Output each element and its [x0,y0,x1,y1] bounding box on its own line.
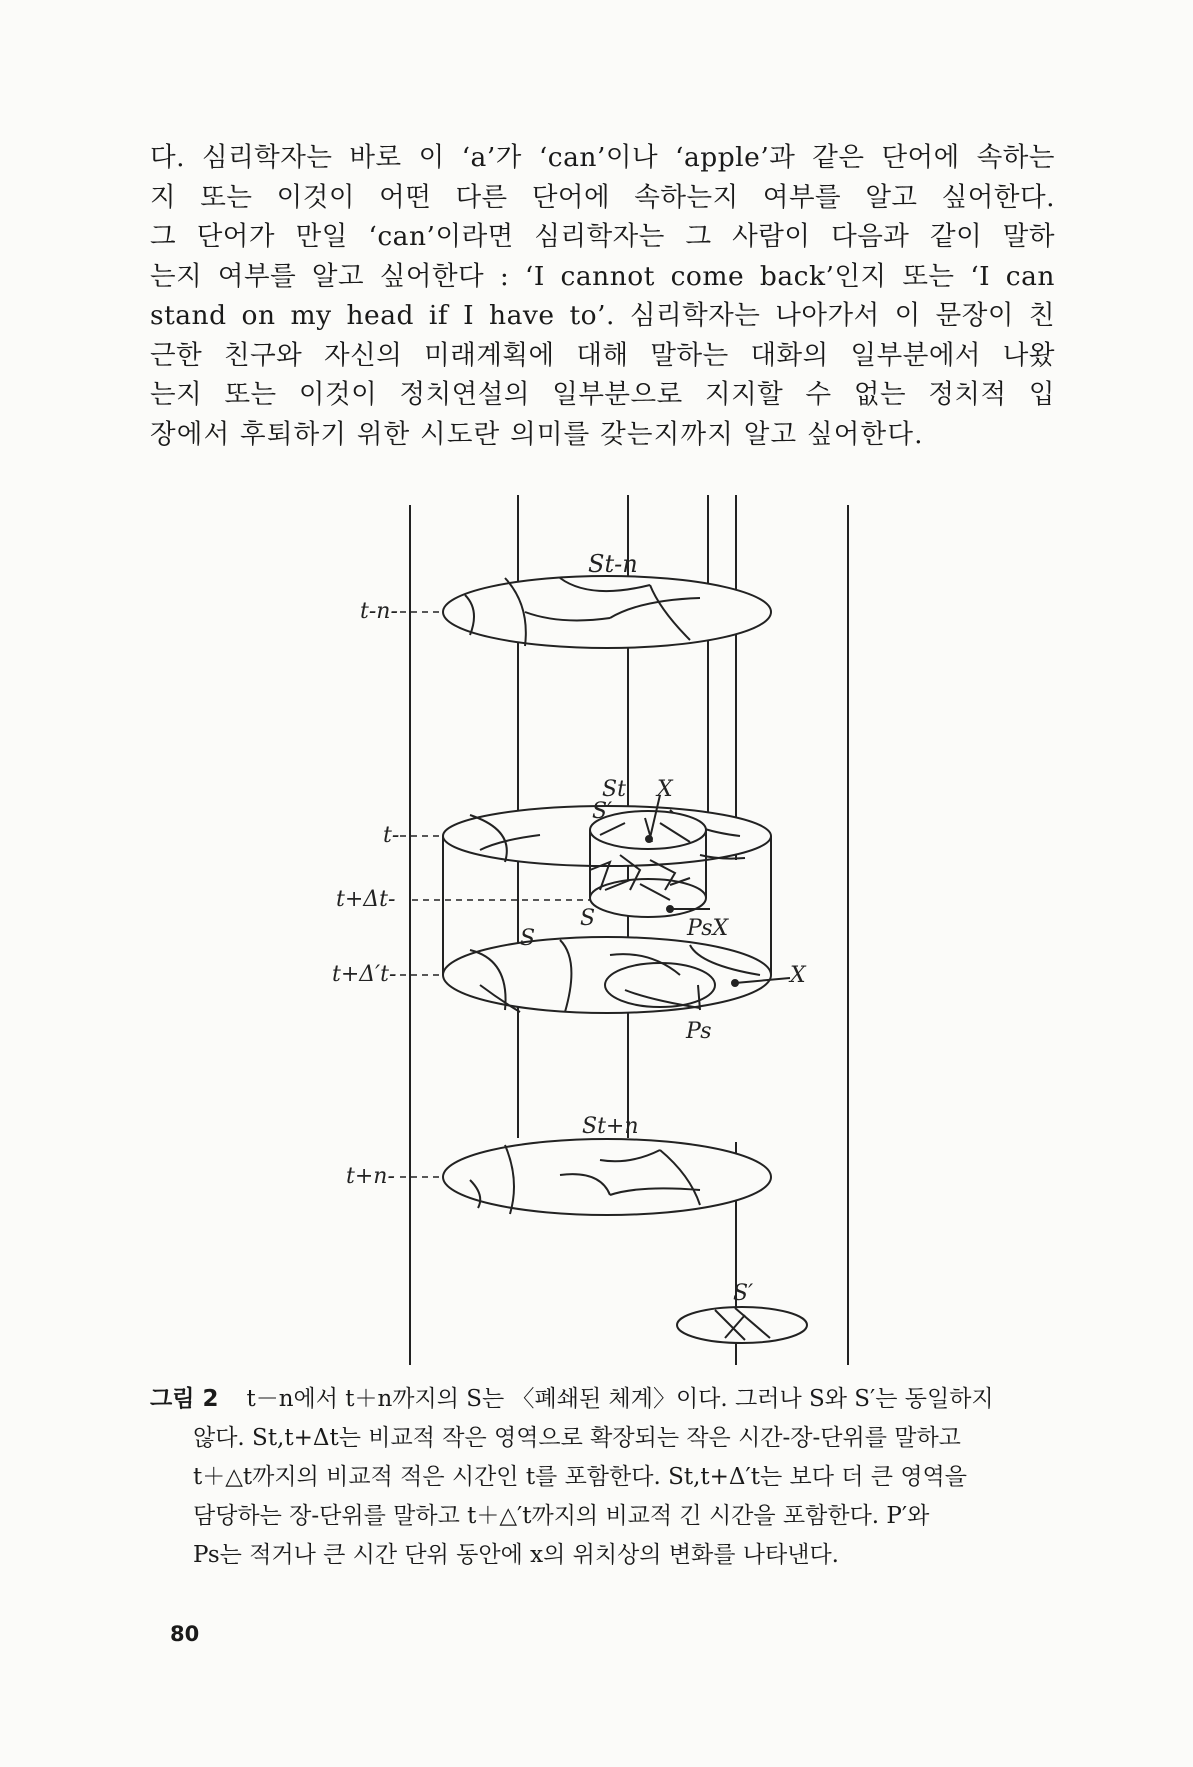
page-number: 80 [170,1622,200,1646]
label-t: t- [383,823,400,848]
label-t-plus-dprime-t: t+Δ′t- [332,962,397,987]
body-line: 근한 친구와 자신의 미래계획에 대해 말하는 대화의 일부분에서 나왔 [150,339,1055,371]
body-line: 그 단어가 만일 ‘can’이라면 심리학자는 그 사람이 다음과 같이 말하 [150,221,1055,252]
caption-line: 담당하는 장-단위를 말하고 t＋△′t까지의 비교적 긴 시간을 포함한다. P′와 [193,1503,930,1529]
caption-label: 그림 2 [150,1386,219,1412]
body-line: 는지 여부를 알고 싶어한다 : ‘I cannot come back’인지 또는 ‘I can [150,260,1055,292]
caption-line: t－n에서 t＋n까지의 S는 〈폐쇄된 체계〉이다. 그러나 S와 S′는 동일하지 [246,1386,994,1412]
caption-line: Ps는 적거나 큰 시간 단위 동안에 x의 위치상의 변화를 나타낸다. [193,1542,839,1568]
label-t-plus-dt: t+Δt- [336,887,396,912]
label-x-top: X [657,777,673,802]
label-s-t: St [602,777,626,802]
label-s-cylinder: S [520,926,536,951]
figure-caption [150,1380,1055,1575]
body-line: 다. 심리학자는 바로 이 ‘a’가 ‘can’이나 ‘apple’과 같은 단어에 속하는 [150,142,1055,173]
disk-s-t-plus-n [443,1139,771,1215]
caption-line: 않다. St,t+Δt는 비교적 작은 영역으로 확장되는 작은 시간-장-단위를 말하고 [193,1425,961,1451]
label-s-prime: S′ [733,1281,754,1306]
disk-s-t-plus-dprime-t [443,937,771,1013]
label-s-t-minus-n: St-n [588,550,638,578]
label-ps-x: PsX [687,916,729,941]
label-s-t-plus-n: St+n [582,1114,639,1139]
body-line: 는지 또는 이것이 정치연설의 일부분으로 지지할 수 없는 정치적 입 [150,379,1055,410]
caption-line: t＋△t까지의 비교적 적은 시간인 t를 포함한다. St,t+Δ′t는 보다 더 큰 영역을 [193,1464,967,1490]
label-x-right: X [790,963,806,988]
label-s-prime-small: S′ [592,799,613,824]
label-ps: Ps [686,1019,712,1044]
body-line: stand on my head if I have to’. 심리학자는 나아가서 이 문장이 친 [150,300,1055,331]
label-t-minus-n: t-n- [360,599,398,624]
body-line: 지 또는 이것이 어떤 다른 단어에 속하는지 여부를 알고 싶어한다. [150,181,1055,213]
label-t-plus-n: t+n- [346,1164,395,1189]
body-line: 장에서 후퇴하기 위한 시도란 의미를 갖는지까지 알고 싶어한다. [150,418,924,450]
disk-s-t-minus-n [443,576,771,648]
label-s-inner: S [580,906,596,931]
